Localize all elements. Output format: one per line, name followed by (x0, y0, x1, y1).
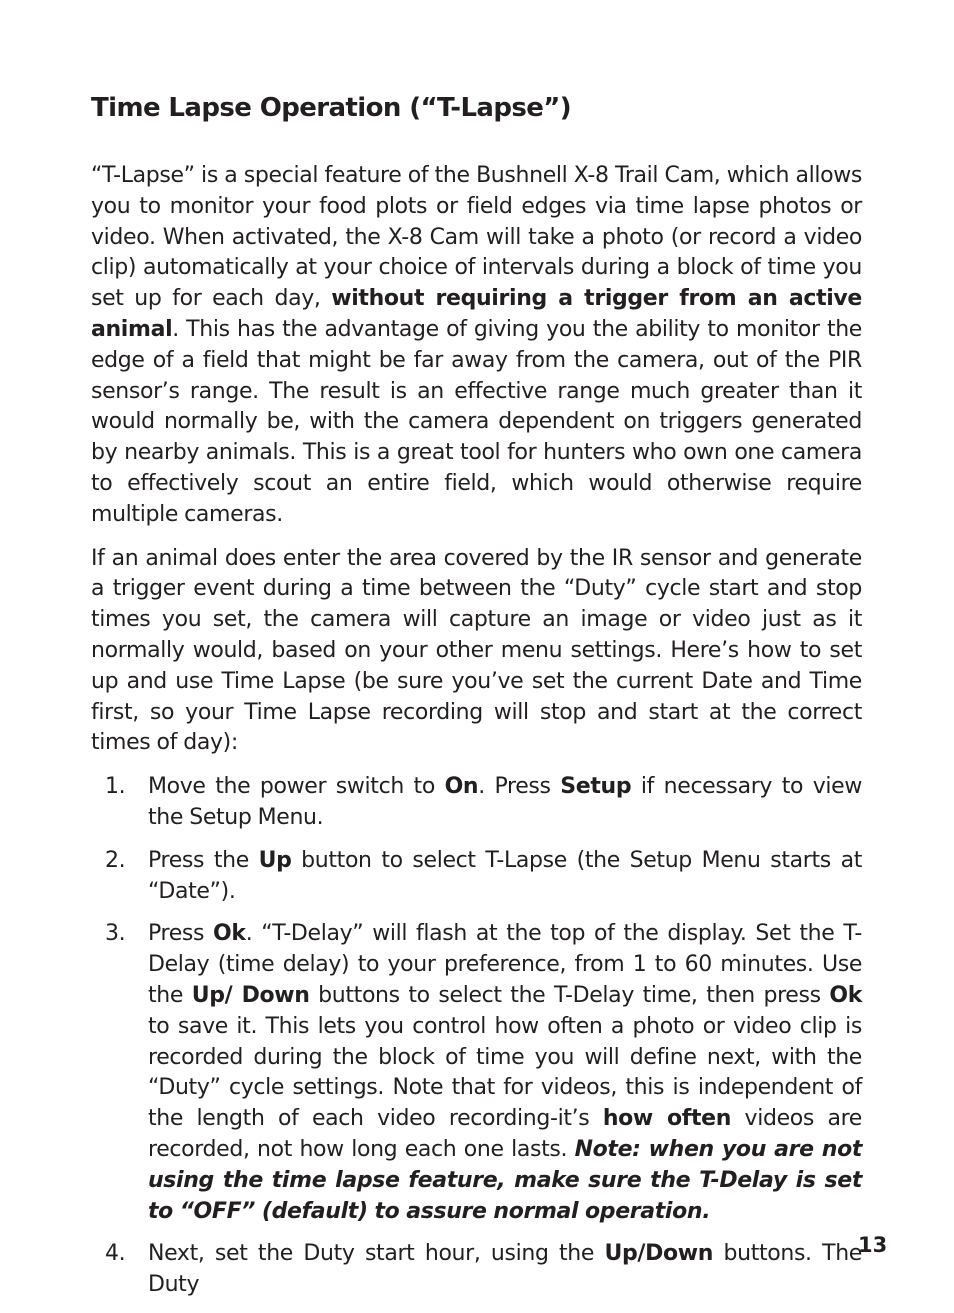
step-text-part: buttons to select the T-Delay time, then press (309, 982, 830, 1008)
step-text-part: buttons. The Duty (148, 1241, 862, 1298)
step-bold-part: how often (602, 1106, 732, 1132)
step-text-part: Press the (148, 847, 259, 873)
animal-trigger-paragraph: If an animal does enter the area covered by the IR sensor and generate a trigger event during a time between the “Duty” cycle start and stop times you set, the camera will capture an image or video just as it normally would, based on your other menu settings. Here’s how to set up and use Time Lapse (be sure you’ve set the current Date and Time first, so your Time Lapse recording will stop and start at the correct times of day): (91, 545, 862, 756)
step-text (148, 919, 862, 1227)
step-text (148, 1239, 862, 1301)
step-bold-part: Up/ Down (191, 982, 310, 1008)
list-item (91, 1239, 862, 1301)
step-text-part: if necessary to view the Setup Menu. (148, 774, 862, 830)
page-title: Time Lapse Operation (“T-Lapse”) (91, 93, 572, 123)
step-text-part: Press (148, 921, 214, 947)
list-item (91, 846, 862, 908)
step-number: 1. (105, 774, 126, 800)
page-number: 13 (858, 1233, 888, 1257)
step-bold-part: Up/Down (604, 1241, 714, 1267)
step-text-part: . Press (478, 774, 561, 800)
step-text-part: Move the power switch to (148, 774, 445, 800)
intro-text-end: . This has the advantage of giving you the ability to monitor the edge of a field that might be far away from the camera, out of the PIR sensor’s range. The result is an effective range much greater than it would normally be, with the camera dependent on triggers generated by nearby animals. This is a great tool for hunters who own one camera to effectively scout an entire field, which would otherwise require multiple cameras. (91, 316, 862, 527)
list-item (91, 772, 862, 834)
step-text (148, 772, 862, 834)
steps-list (91, 772, 862, 1301)
intro-paragraph (91, 161, 862, 531)
intro-bold-phrase: without requiring a trigger from an active animal (91, 286, 862, 342)
step-number: 4. (105, 1241, 126, 1267)
step-bold-part: Up (258, 847, 292, 873)
list-item (91, 919, 862, 1227)
step-text-part: videos are recorded, not how long each one lasts. (148, 1106, 862, 1162)
step-text-part: button to select T-Lapse (the Setup Menu starts at “Date”). (148, 847, 862, 904)
step-bold-part: Setup (560, 774, 632, 800)
step-note: Note: when you are not using the time lapse feature, make sure the T-Delay is set to “OFF” (default) to assure normal operation. (148, 1136, 862, 1224)
step-text-part: Next, set the Duty start hour, using the (148, 1241, 605, 1267)
manual-page (91, 88, 862, 1313)
step-text (148, 846, 862, 908)
step-bold-part: Ok (829, 982, 862, 1008)
step-number: 3. (105, 921, 126, 947)
step-text-part: . “T-Delay” will flash at the top of the display. Set the T-Delay (time delay) to your preference, from 1 to 60 minutes. Use the (148, 921, 862, 1008)
step-bold-part: Ok (213, 921, 246, 947)
intro-text-start: “T-Lapse” is a special feature of the Bushnell X-8 Trail Cam, which allows you to monitor your food plots or field edges via time lapse photos or video. When activated, the X-8 Cam will take a photo (or record a video clip) automatically at your choice of intervals during a block of time you set up for each day, (91, 163, 862, 312)
step-bold-part: On (444, 774, 479, 800)
step-text-part: to save it. This lets you control how often a photo or video clip is recorded during the block of time you will define next, with the “Duty” cycle settings. Note that for videos, this is independent of the length of each video recording-it’s (148, 1013, 862, 1132)
step-number: 2. (105, 847, 126, 873)
